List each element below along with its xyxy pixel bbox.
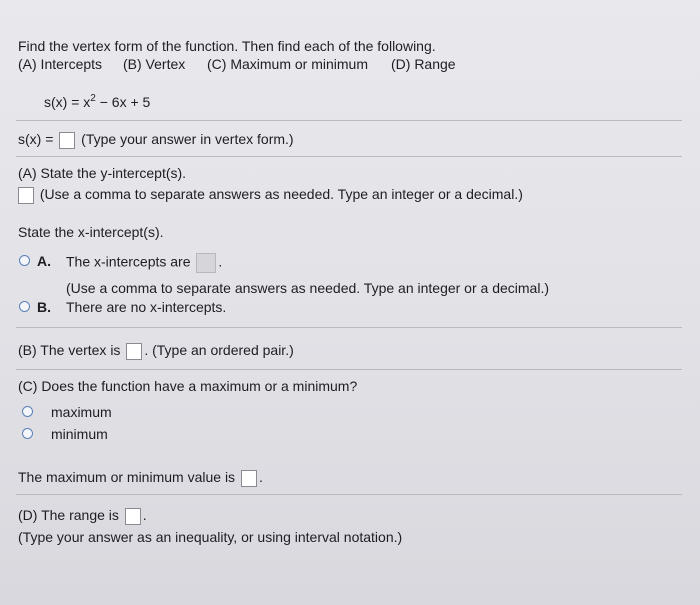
y-intercept-row (18, 186, 523, 204)
function-lhs: s(x) = x (44, 94, 91, 110)
max-min-value-input[interactable] (241, 470, 257, 487)
vertex-input[interactable] (126, 343, 142, 360)
option-a-hint: (Use a comma to separate answers as needed. Type an integer or a decimal.) (66, 280, 549, 296)
option-b-radio[interactable] (19, 301, 30, 312)
part-label-c: (C) Maximum or minimum (207, 56, 368, 72)
vertex-form-input[interactable] (59, 132, 75, 149)
function-expression (44, 94, 150, 113)
x-intercept-title: State the x-intercept(s). (18, 224, 164, 240)
range-input[interactable] (125, 508, 141, 525)
part-label-a: (A) Intercepts (18, 56, 103, 72)
option-a-text: The x-intercepts are (66, 253, 191, 270)
option-a-letter: A. (37, 253, 51, 269)
maximum-radio[interactable] (22, 406, 33, 417)
divider-vertex-form (16, 156, 682, 157)
vertex-form-label: s(x) = (18, 131, 54, 147)
option-b-letter: B. (37, 299, 51, 315)
y-intercept-input[interactable] (18, 187, 34, 204)
vertex-text: (B) The vertex is (18, 342, 121, 358)
function-exponent: 2 (90, 93, 96, 104)
vertex-form-hint: (Type your answer in vertex form.) (81, 131, 294, 147)
range-row: (D) The range is . (18, 507, 147, 523)
instructions-text: Find the vertex form of the function. Then find each of the following. (18, 38, 436, 54)
function-rhs: − 6x + 5 (95, 94, 151, 110)
y-intercept-hint: (Use a comma to separate answers as needed. Type an integer or a decimal.) (39, 186, 523, 202)
maximum-label: maximum (51, 404, 112, 420)
minimum-label: minimum (51, 426, 108, 442)
divider-part-a (16, 327, 682, 328)
vertex-form-row (18, 131, 294, 149)
y-intercept-title: (A) State the y-intercept(s). (18, 165, 187, 181)
option-a-radio[interactable] (19, 255, 30, 266)
divider-top (16, 120, 682, 121)
divider-part-b (16, 369, 682, 370)
vertex-row: (B) The vertex is . (Type an ordered pair.) (18, 342, 294, 358)
minimum-radio[interactable] (22, 428, 33, 439)
option-a-row: The x-intercepts are . (66, 253, 222, 273)
vertex-hint: (Type an ordered pair.) (152, 342, 294, 358)
divider-part-c (16, 494, 682, 495)
x-intercepts-input[interactable] (196, 253, 216, 273)
max-min-value-row: The maximum or minimum value is . (18, 469, 263, 485)
range-text: (D) The range is (18, 507, 119, 523)
max-min-value-text: The maximum or minimum value is (18, 469, 236, 485)
part-label-d: (D) Range (391, 56, 456, 72)
max-min-question: (C) Does the function have a maximum or a minimum? (18, 378, 358, 394)
option-b-text: There are no x-intercepts. (66, 299, 227, 315)
part-label-b: (B) Vertex (123, 56, 186, 72)
range-hint: (Type your answer as an inequality, or using interval notation.) (18, 529, 403, 545)
